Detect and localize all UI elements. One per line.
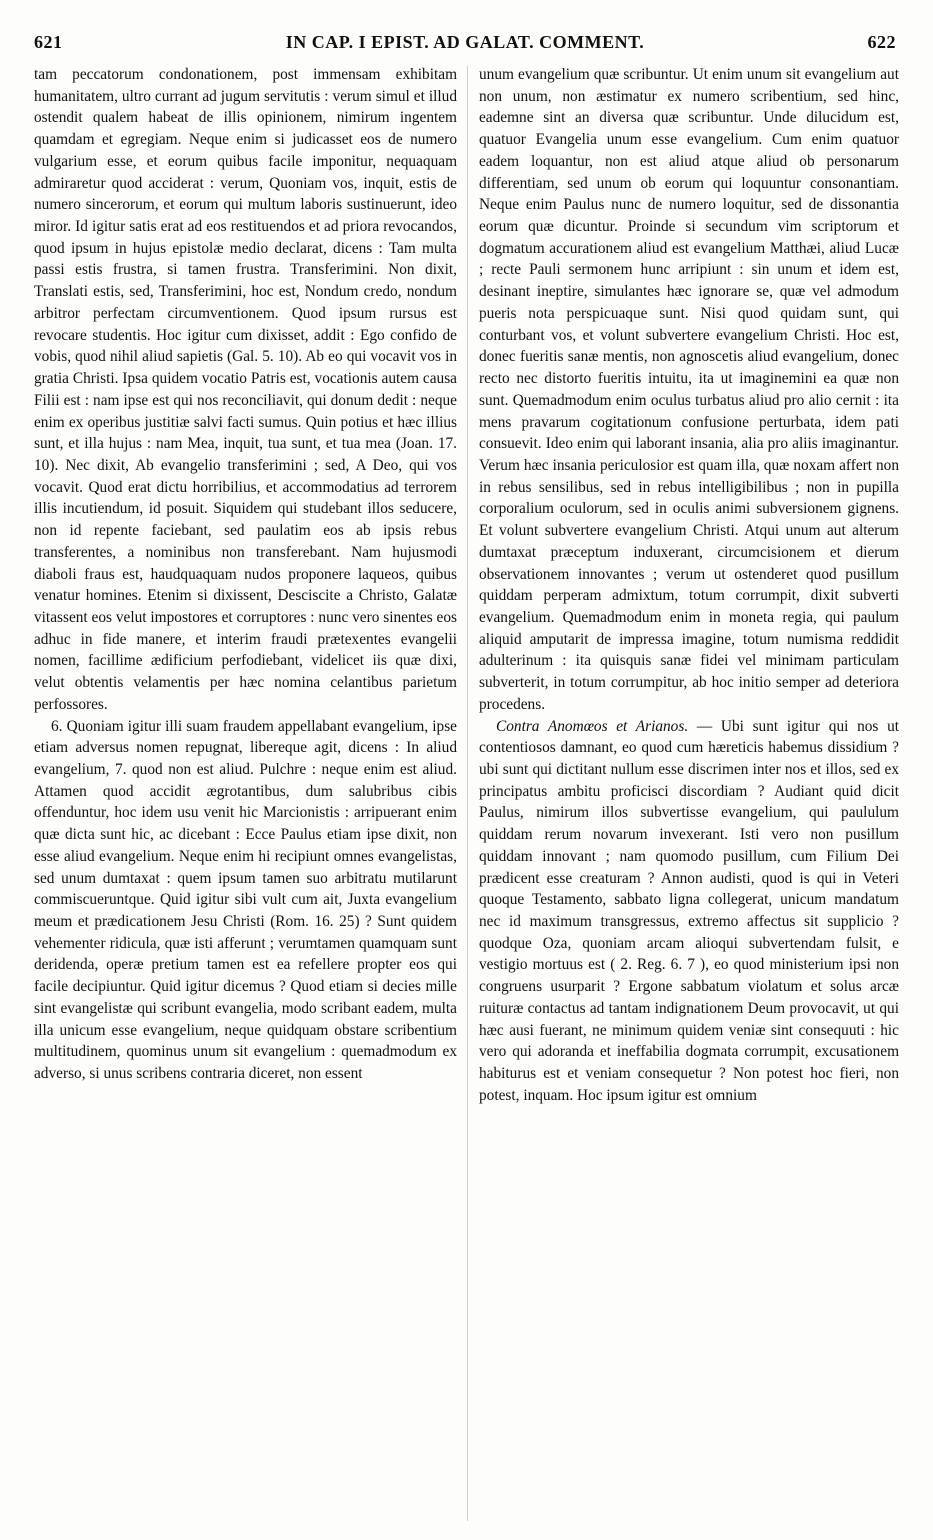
- column-divider: [467, 66, 468, 1521]
- left-column: [34, 64, 457, 1524]
- left-paragraph-2: 6. Quoniam igitur illi suam fraudem appellabant evangelium, ipse etiam adversus nomen repugnat, libereque agit, dicens : In aliud evangelium, 7. quod non est aliud. Pulchre : neque enim est aliud. Attamen quod accidit ægrotantibus, dum salubribus cibis offenduntur, hoc idem usu venit hic Marcionistis : arripuerant enim quæ dicta sunt hic, ac dicebant : Ecce Paulus etiam ipse dixit, non esse aliud evangelium. Neque enim hi recipiunt omnes evangelistas, sed unum dumtaxat : quem ipsum tamen suo arbitratu mutilarunt commiscueruntque. Quid igitur sibi vult cum ait, Juxta evangelium meum et prædicationem Jesu Christi (Rom. 16. 25) ? Sunt quidem vehementer ridicula, quæ isti afferunt ; verumtamen quamquam sunt deridenda, operæ pretium tamen est ea refellere propter eos qui facile decipiuntur. Quid igitur dicemus ? Quod etiam si decies mille sint evangelistæ qui scribunt evangelia, modo scribant eadem, multa illa unicum esse evangelium, neque quidquam obstare scribentium multitudinem, quominus unum sit evangelium : quemadmodum ex adverso, si unus scribens contraria diceret, non essent: [34, 717, 457, 1083]
- left-paragraph-1: tam peccatorum condonationem, post immensam exhibitam humanitatem, ultro currant ad jugum servitutis : verum simul et illud ostendit qualem habeat de illis opinionem, nimirum ingentem quamdam et egregiam. Neque enim si judicasset eos de numero vulgarium esse, et eorum quibus facile imponitur, nequaquam admiraretur quod acciderat : verum, Quoniam vos, inquit, estis de numero sincerorum, et eorum qui multum laboris sustinuerunt, ideo miror. Id igitur satis erat ad eos restituendos et ad priora revocandos, quod ipsum in hujus epistolæ medio declarat, dicens : Tam multa passi estis frustra, si tamen frustra. Transferimini. Non dixit, Translati estis, sed, Transferimini, hoc est, Nondum credo, nondum arbitror perfectam circumventionem. Quod ipsum rursus est revocare studentis. Hoc igitur cum dixisset, addit : Ego confido de vobis, quod nihil aliud sapietis (Gal. 5. 10). Ab eo qui vocavit vos in gratia Christi. Ipsa quidem vocatio Patris est, vocationis autem causa Filii est : nam ipse est qui nos reconciliavit, qui donum dedit : neque enim ex operibus justitiæ salvi facti sumus. Quin potius et hæc illius sunt, et illa hujus : nam Mea, inquit, tua sunt, et tua mea (Joan. 17. 10). Nec dixit, Ab evangelio transferimini ; sed, A Deo, qui vos vocavit. Quod erat dictu horribilius, et accommodatius ad terrorem illis incutiendum, id posuit. Siquidem qui studebant illos seducere, non id repente faciebant, sed paulatim eos ab ipsis rebus transferentes, a nominibus non transferebant. Nam hujusmodi diaboli fraus est, haudquaquam nudos proponere laqueos, quibus venatur homines. Etenim si dixissent, Desciscite a Christo, Galatæ vitassent eos velut impostores et corruptores : nunc vero sinentes eos adhuc in fide manere, et interim fraudi prætexentes evangelii nomen, facillime ædificium perfodiebant, videlicet iis quæ dixi, velut obtentis velamentis per hæc nomina celantibus parietum perfossores.: [34, 66, 457, 713]
- right-paragraph-1: unum evangelium quæ scribuntur. Ut enim unum sit evangelium aut non unum, non æstimatur ex numero scribentium, sed hinc, eademne sint an diversa quæ scribuntur. Unde dilucidum est, quatuor Evangelia unum esse evangelium. Cum enim quatuor eadem loquantur, non est aliud atque aliud ob personarum differentiam, sed unum ob eorum qui loquuntur consonantiam. Neque enim Paulus nunc de numero loquitur, sed de dissonantia eorum quæ dicuntur. Proinde si secundum vim scriptorum et dogmatum accurationem aliud est evangelium Matthæi, aliud Lucæ ; recte Pauli sermonem hunc arripiunt : sin unum et idem est, desinant ineptire, simulantes hæc ignorare se, quæ vel admodum pueris nota perspicuaque sunt. Nisi quod quidam sunt, qui conturbant vos, et volunt subvertere evangelium Christi. Hoc est, donec fueritis sanæ mentis, non agnoscetis aliud evangelium, donec recto nec distorto fueritis intuitu, ita ut imaginemini ea quæ non sunt. Quemadmodum enim oculus turbatus aliud pro alio cernit : ita mens pravarum cogitationum confusione perturbata, idem pati consuevit. Ideo enim qui laborant insania, alia pro aliis imaginantur. Verum hæc insania periculosior est quam illa, quæ noxam affert non in rebus sensilibus, sed in rebus intelligibilibus ; non in pupilla corporalium oculorum, sed in oculis animi subversionem gignens. Et volunt subvertere evangelium Christi. Atqui unum aut alterum dumtaxat præceptum induxerant, circumcisionem et dierum observationem innovantes ; verum ut ostenderet quod pusillum quiddam perperam admixtum, totum corrumpit, dixit subverti evangelium. Quemadmodum enim in moneta regia, qui paulum aliquid amputarit de impressa imagine, totum numisma reddidit adulterinum : ita quisquis sanæ fidei vel minimam particulam subverterit, in totum corrumpitur, ab hoc initio semper ad deteriora procedens.: [479, 66, 899, 713]
- page-number-left: 621: [34, 32, 63, 52]
- right-column: [479, 64, 899, 1524]
- right-paragraph-2: [479, 716, 899, 1107]
- running-title: IN CAP. I EPIST. AD GALAT. COMMENT.: [285, 32, 645, 52]
- running-header: [34, 32, 896, 58]
- right-paragraph-2-text: — Ubi sunt igitur qui nos ut contentiosos damnant, eo quod cum hæreticis habemus dissidium ? ubi sunt qui dictitant nullum esse discrimen inter nos et illos, sed ex principatus ambitu proficisci discordiam ? Audiant quid dicit Paulus, nimirum illos subvertisse evangelium, qui paululum quiddam rerum novarum invexerant. Isti vero non pusillum quiddam innovant ; nam quomodo pusillum, cum Filium Dei prædicent esse creaturam ? Annon audisti, quod is qui in Veteri quoque Testamento, sabbato ligna collegerat, unicum mandatum nec id maximum transgressus, extremo affectus sit supplicio ? quodque Oza, quoniam arcam alioqui subvertendam fulsit, e vestigio mortuus est ( 2. Reg. 6. 7 ), eo quod ministerium ipsi non congruens usurparit ? Ergone sabbatum violatum et solus arcæ ruituræ contactus ad tantam indignationem Deum provocavit, ut qui hæc ausi fuerant, ne minimum quidem veniæ sint consequuti : hic vero qui adoranda et ineffabilia dogmata corrumpit, excusationem habiturus est et veniam consequetur ? Non potest hoc fieri, non potest, inquam. Hoc ipsum igitur est omnium: [479, 717, 899, 1104]
- page-number-right: 622: [867, 32, 896, 52]
- section-heading: Contra Anomœos et Arianos.: [496, 717, 689, 735]
